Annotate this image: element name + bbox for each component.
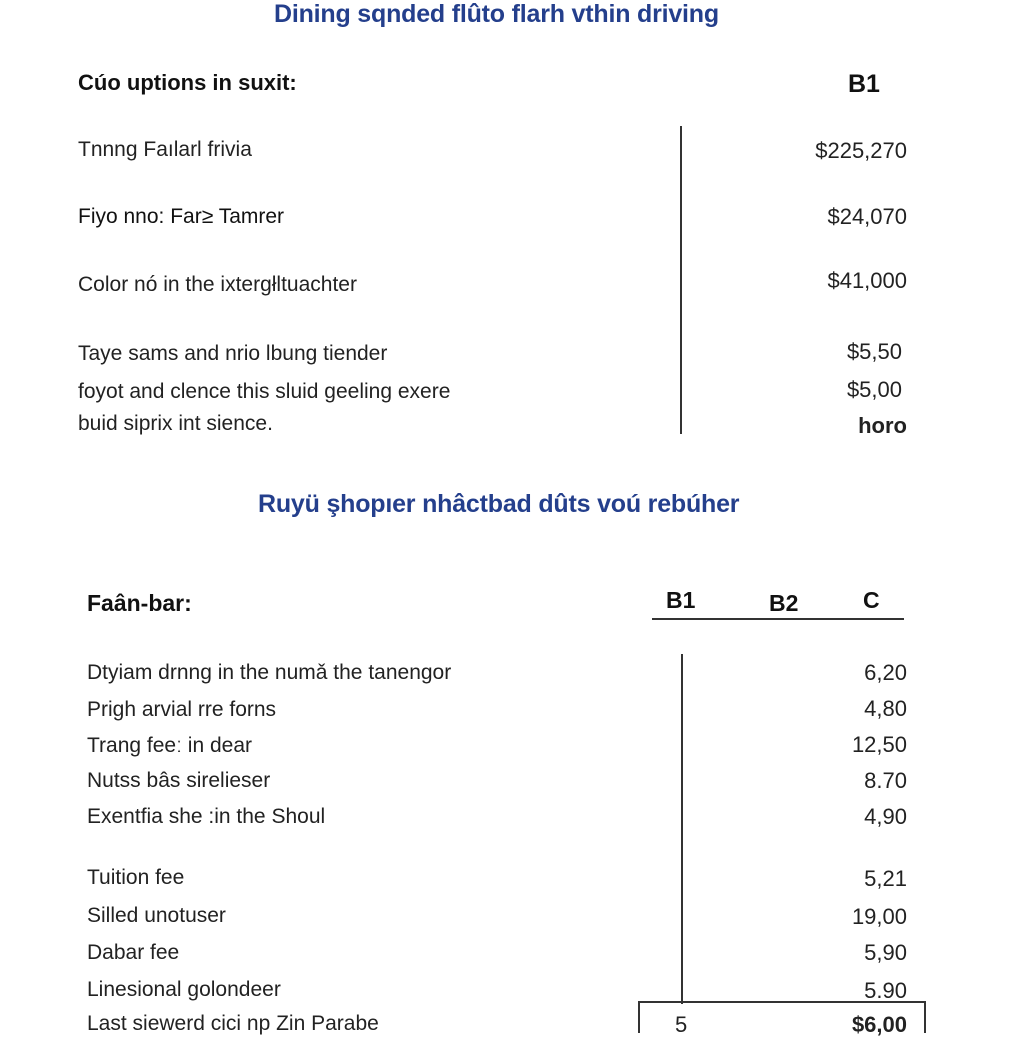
section2-row-value: 4,80 <box>864 696 907 721</box>
total-row-value: $6,00 <box>851 1012 907 1037</box>
section2-row-label: Exentfia she :in the Shoul <box>87 805 326 828</box>
total-row-column: 5 <box>675 1012 688 1037</box>
section2-column-b2: B2 <box>769 590 799 616</box>
section1-divider <box>680 126 682 434</box>
section2-row-label: Dtyiam drnng in the numǎ the tanengor <box>87 661 452 684</box>
section2-row-label: Linesional golondeer <box>87 978 281 1001</box>
section2-column-b1: B1 <box>666 587 696 613</box>
section1-row-label: Fiyo nno: Far≥ Tamrer <box>78 205 285 228</box>
section2-row-value: 5.90 <box>864 978 907 1003</box>
section2-header-label: Faân-bar: <box>87 590 192 616</box>
section1-row-value: $41,000 <box>827 268 907 293</box>
section2-row-value: 4,90 <box>864 804 907 829</box>
section2-row-label: Silled unotuser <box>87 904 226 927</box>
section1-column-b1: B1 <box>848 70 880 98</box>
section1-header-label: Cúo uptions in suxit: <box>78 70 297 95</box>
section2-column-c: C <box>863 587 880 613</box>
section2-row-value: 8.70 <box>864 768 907 793</box>
section2-title: Ruyü şhopıer nhâctbad dûts voú rebúher <box>258 490 740 518</box>
section1-row-value: $225,270 <box>815 138 907 163</box>
section1-row-value: $24,070 <box>827 204 907 229</box>
section2-row-label: Dabar fee <box>87 941 180 964</box>
section2-row-label: Tuition fee <box>87 866 185 889</box>
section2-row-value: 5,21 <box>864 866 907 891</box>
section2-header-rule <box>652 618 904 620</box>
section2-row-label: Nutss bâs sirelieser <box>87 769 271 792</box>
section2-row-label: Trang feeː in dear <box>87 734 252 757</box>
section1-row-value: $5,00 <box>846 377 902 402</box>
section1-row-value: horo <box>858 413 907 438</box>
section2-row-value: 12,50 <box>851 732 907 757</box>
section1-row-label: buid siprix int sience. <box>78 412 273 435</box>
section1-row-label: Tnnng Faılarl frivia <box>78 138 252 161</box>
section1-row-value: $5,50 <box>846 339 902 364</box>
section1-row-label: foyot and clence this sluid geeling exere <box>78 380 451 403</box>
section1-row-label: Taye sams and nrio lbung tiender <box>78 342 388 365</box>
section2-row-value: 6,20 <box>864 660 907 685</box>
section2-row-value: 19,00 <box>851 904 907 929</box>
section2-row-label: Prigh arvial rre forns <box>87 698 277 721</box>
total-row-label: Last siewerd cici np Zin Parabe <box>87 1012 379 1035</box>
section1-row-label: Color nó in the ixtergłltuachter <box>78 273 357 296</box>
section2-divider <box>681 654 683 1004</box>
document-title: Dining sqnded flûto flarh vthin driving <box>274 0 719 28</box>
section2-row-value: 5,90 <box>864 940 907 965</box>
